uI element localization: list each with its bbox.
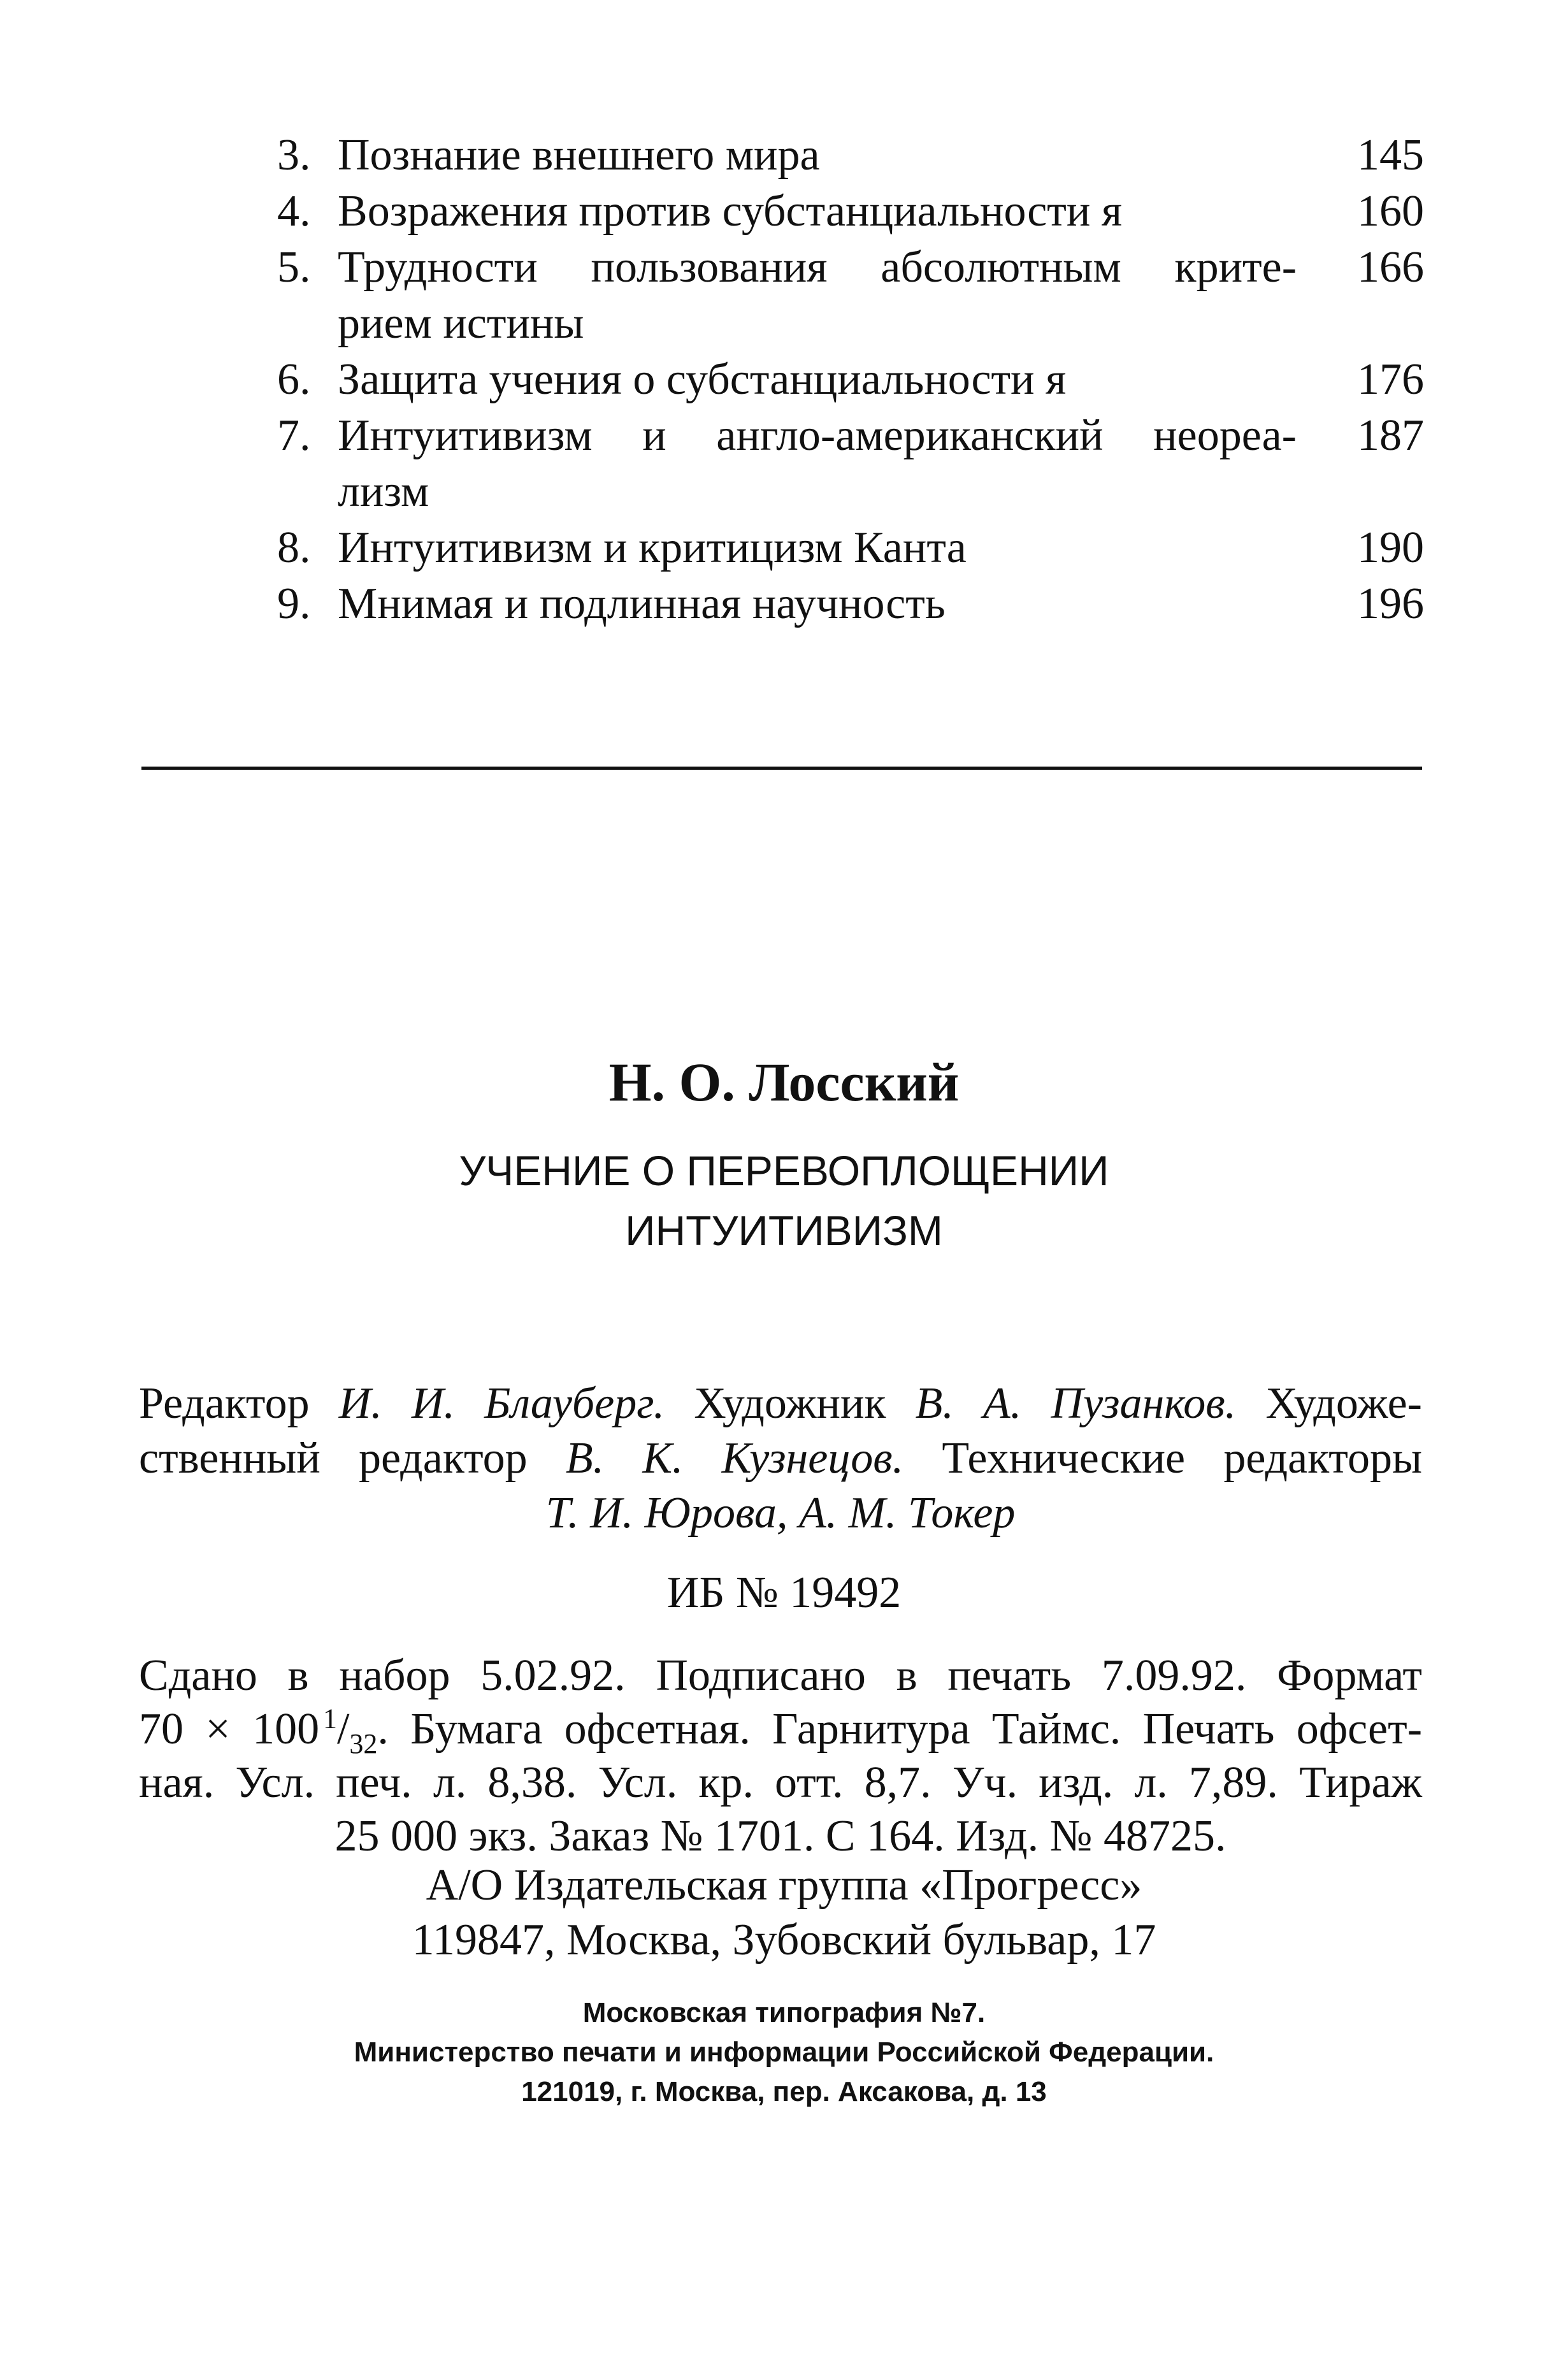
toc-entry-number: 4. <box>277 187 311 236</box>
book-title-line: ИНТУИТИВИЗМ <box>625 1207 943 1254</box>
toc-entry <box>277 520 1424 576</box>
toc-entry-title-line: Трудности пользования абсолютным крите- <box>338 243 1297 292</box>
toc-entry-page: 145 <box>1357 131 1424 180</box>
specs-text: . Бумага офсетная. Гарнитура Таймс. Печать офсет- <box>377 1705 1422 1754</box>
specs-line: 25 000 экз. Заказ № 1701. С 164. Изд. № 48725. <box>334 1812 1226 1861</box>
toc-entry-page: 190 <box>1357 523 1424 572</box>
art-editor-label: Художе- <box>1265 1379 1422 1428</box>
tech-editors-label: Технические редакторы <box>942 1434 1422 1483</box>
printer-line: 121019, г. Москва, пер. Аксакова, д. 13 <box>521 2076 1047 2107</box>
toc-entry-title <box>338 240 1297 352</box>
toc-entry <box>277 240 1424 352</box>
toc-entry-title: Возражения против субстанциальности я <box>338 187 1123 236</box>
author-name: Н. О. Лосский <box>608 1051 960 1113</box>
credits-line <box>139 1431 1422 1486</box>
specs-line: Сдано в набор 5.02.92. Подписано в печать 7.09.92. Формат <box>139 1651 1422 1700</box>
toc-entry-page: 196 <box>1357 579 1424 628</box>
toc-entry-title: Мнимая и подлинная научность <box>338 579 946 628</box>
toc-entry-title: Защита учения о субстанциальности я <box>338 355 1067 404</box>
toc-entry-number: 5. <box>277 243 311 292</box>
ib-number: ИБ № 19492 <box>666 1568 902 1617</box>
format-size: 70 × 100 <box>139 1705 320 1754</box>
toc-entry-page: 166 <box>1357 243 1424 292</box>
toc-entry-title <box>338 408 1297 520</box>
format-fraction-num: 1 <box>322 1703 337 1735</box>
toc-entry <box>277 576 1424 632</box>
printer-line: Московская типография №7. <box>582 1997 986 2028</box>
art-editor-label: ственный редактор <box>139 1434 528 1483</box>
toc-entry <box>277 184 1424 240</box>
table-of-contents <box>277 127 1424 632</box>
toc-entry-title-line: рием истины <box>338 299 584 348</box>
toc-entry <box>277 352 1424 408</box>
toc-entry <box>277 408 1424 520</box>
publisher-name: А/О Издательская группа «Прогресс» <box>426 1861 1142 1910</box>
publisher-address: 119847, Москва, Зубовский бульвар, 17 <box>412 1915 1156 1965</box>
art-editor-name: В. К. Кузнецов. <box>565 1434 904 1483</box>
credits-line <box>139 1486 1422 1541</box>
format-fraction-slash: / <box>336 1705 350 1754</box>
toc-entry-number: 6. <box>277 355 311 404</box>
editor-name: И. И. Блауберг. <box>338 1379 665 1428</box>
horizontal-divider <box>141 767 1422 770</box>
printer-line: Министерство печати и информации Российской Федерации. <box>354 2037 1214 2068</box>
toc-entry <box>277 127 1424 184</box>
book-title-line: УЧЕНИЕ О ПЕРЕВОПЛОЩЕНИИ <box>459 1147 1109 1194</box>
specs-line <box>139 1703 1422 1759</box>
publisher-block <box>0 1858 1568 1968</box>
artist-label: Художник <box>694 1379 886 1428</box>
toc-entry-page: 160 <box>1357 187 1424 236</box>
toc-entry-number: 7. <box>277 411 311 460</box>
toc-entry-title: Познание внешнего мира <box>338 131 820 180</box>
credits-line <box>139 1376 1422 1431</box>
toc-entry-page: 176 <box>1357 355 1424 404</box>
format-fraction-den: 32 <box>349 1728 378 1759</box>
toc-entry-page: 187 <box>1357 411 1424 460</box>
book-title <box>0 1141 1568 1260</box>
toc-entry-title-line: лизм <box>338 467 429 516</box>
printer-block <box>0 1993 1568 2112</box>
toc-entry-number: 3. <box>277 131 311 180</box>
specs-line: ная. Усл. печ. л. 8,38. Усл. кр. отт. 8,7. Уч. изд. л. 7,89. Тираж <box>139 1758 1422 1807</box>
print-specs <box>139 1649 1422 1863</box>
toc-entry-number: 8. <box>277 523 311 572</box>
editor-label: Редактор <box>139 1379 310 1428</box>
toc-entry-number: 9. <box>277 579 311 628</box>
tech-editors-names: Т. И. Юрова, А. М. Токер <box>545 1489 1016 1538</box>
toc-entry-title-line: Интуитивизм и англо-американский неореа- <box>338 411 1297 460</box>
toc-entry-title: Интуитивизм и критицизм Канта <box>338 523 967 572</box>
artist-name: В. А. Пузанков. <box>915 1379 1237 1428</box>
credits-block <box>139 1376 1422 1541</box>
